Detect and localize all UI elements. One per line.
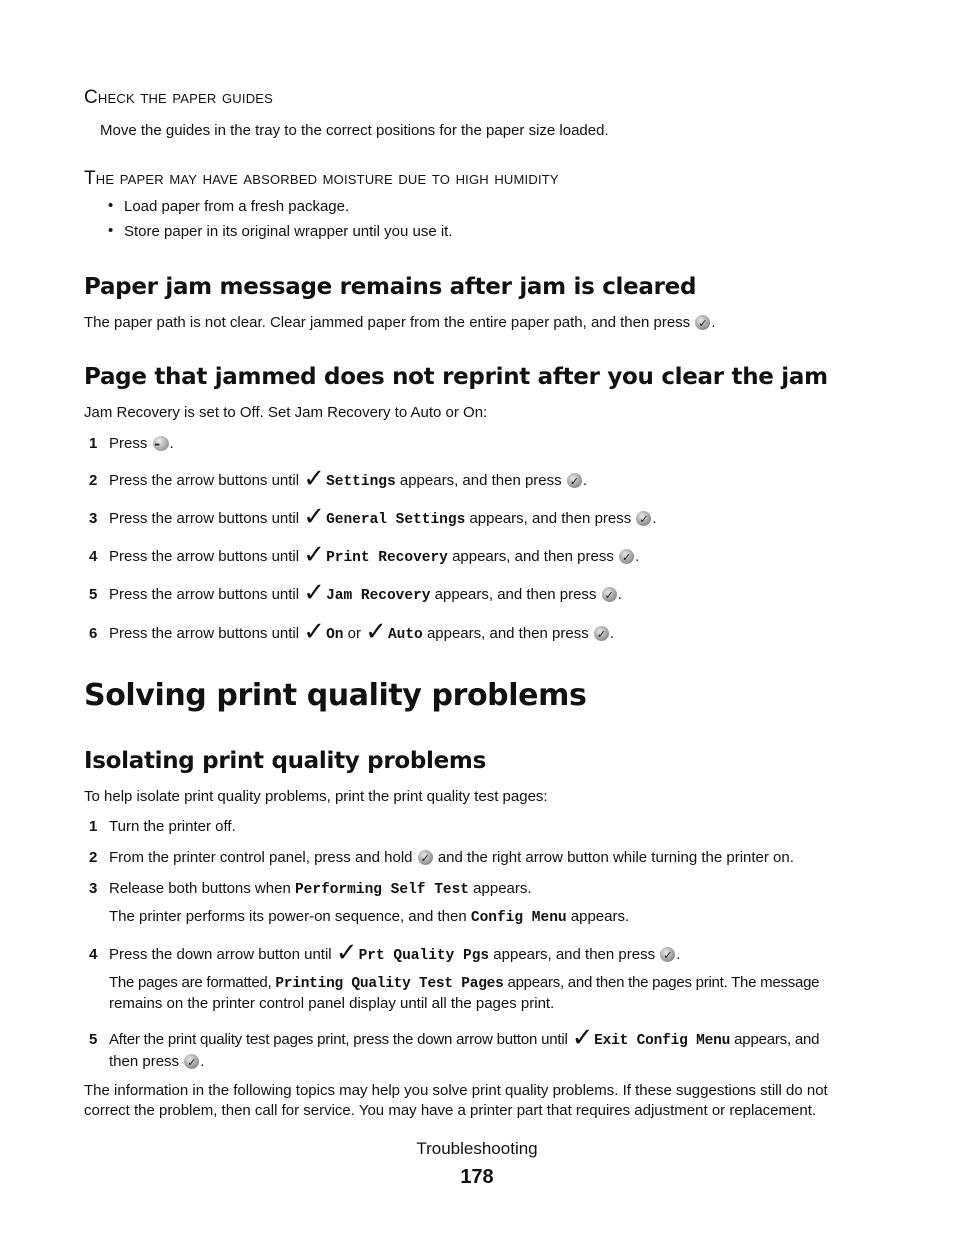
step-text: Release both buttons when Performing Self Test appears. [109,880,532,898]
step-text: Turn the printer off. [109,818,236,835]
checkmark-icon: ✓ [303,540,326,570]
select-button-icon [184,1054,199,1069]
step-text: Press ••• . [109,434,174,454]
footer-section-label: Troubleshooting [416,1139,538,1158]
closing-paragraph-line: The information in the following topics may help you solve print quality problems. If these suggestions still do not [84,1082,828,1099]
step-text: Press the arrow buttons until ✓Jam Recovery appears, and then press ✓ . [109,585,622,606]
checkmark-icon: ✓ [303,502,326,532]
select-button-icon [418,850,433,865]
bullet-item: Load paper from a fresh package. [124,198,350,215]
checkmark-icon: ✓ [303,464,326,494]
select-button-icon [602,587,617,602]
no-reprint-intro: Jam Recovery is set to Off. Set Jam Recovery to Auto or On: [84,404,488,421]
heading-no-reprint: Page that jammed does not reprint after you clear the jam [84,364,828,390]
step-text: Press the arrow buttons until ✓Settings appears, and then press ✓ . [109,471,587,492]
step-number: 1 [89,435,98,452]
step-text: Press the arrow buttons until ✓Print Recovery appears, and then press ✓ . [109,547,639,568]
select-button-icon [619,549,634,564]
step-number: 6 [89,625,98,642]
step-subtext: remains on the printer control panel display until all the pages print. [109,995,555,1012]
step-number: 2 [89,472,98,489]
menu-button-icon [153,436,169,451]
bullet-dot: • [108,197,114,214]
select-button-icon [660,947,675,962]
select-button-icon [636,511,651,526]
bullet-item: Store paper in its original wrapper until you use it. [124,223,453,240]
step-text-line2: then press ✓ . [109,1052,204,1072]
isolating-intro: To help isolate print quality problems, print the print quality test pages: [84,788,548,805]
step-number: 1 [89,818,98,835]
step-subtext: The pages are formatted, Printing Quality Test Pages appears, and then the pages print. The message [109,974,820,992]
checkmark-icon: ✓ [365,617,387,647]
heading-isolating: Isolating print quality problems [84,748,486,774]
select-button-icon [695,315,710,330]
check-guides-body: Move the guides in the tray to the correct positions for the paper size loaded. [100,122,609,139]
bullet-dot: • [108,222,114,239]
step-number: 5 [89,1031,98,1048]
step-text: After the print quality test pages print, press the down arrow button until ✓Exit Config Menu appears, and [109,1023,820,1053]
step-number: 4 [89,946,98,963]
step-number: 2 [89,849,98,866]
jam-message-body: The paper path is not clear. Clear jammed paper from the entire paper path, and then press ✓ . [84,313,716,333]
step-text: Press the arrow buttons until ✓On or ✓Auto appears, and then press ✓ . [109,624,614,645]
step-text: Press the arrow buttons until ✓General Settings appears, and then press ✓ . [109,509,657,530]
step-number: 5 [89,586,98,603]
heading-check-guides: Check the paper guides [84,87,274,108]
checkmark-icon: ✓ [335,938,358,968]
checkmark-icon: ✓ [303,578,326,608]
checkmark-icon: ✓ [303,617,326,647]
heading-moisture: The paper may have absorbed moisture due to high humidity [84,168,559,189]
checkmark-icon: ✓ [571,1023,594,1053]
heading-jam-message: Paper jam message remains after jam is cleared [84,274,697,300]
step-text: Press the down arrow button until ✓Prt Quality Pgs appears, and then press ✓ . [109,945,680,966]
closing-paragraph-line: correct the problem, then call for service. You may have a printer part that requires adjustment or replacement. [84,1102,817,1119]
step-number: 4 [89,548,98,565]
step-number: 3 [89,510,98,527]
heading-solving: Solving print quality problems [84,678,587,713]
select-button-icon [594,626,609,641]
step-number: 3 [89,880,98,897]
select-button-icon [567,473,582,488]
page-number: 178 [460,1166,494,1188]
step-subtext: The printer performs its power-on sequence, and then Config Menu appears. [109,908,630,926]
step-text: From the printer control panel, press and hold ✓ and the right arrow button while turning the printer on. [109,848,794,868]
